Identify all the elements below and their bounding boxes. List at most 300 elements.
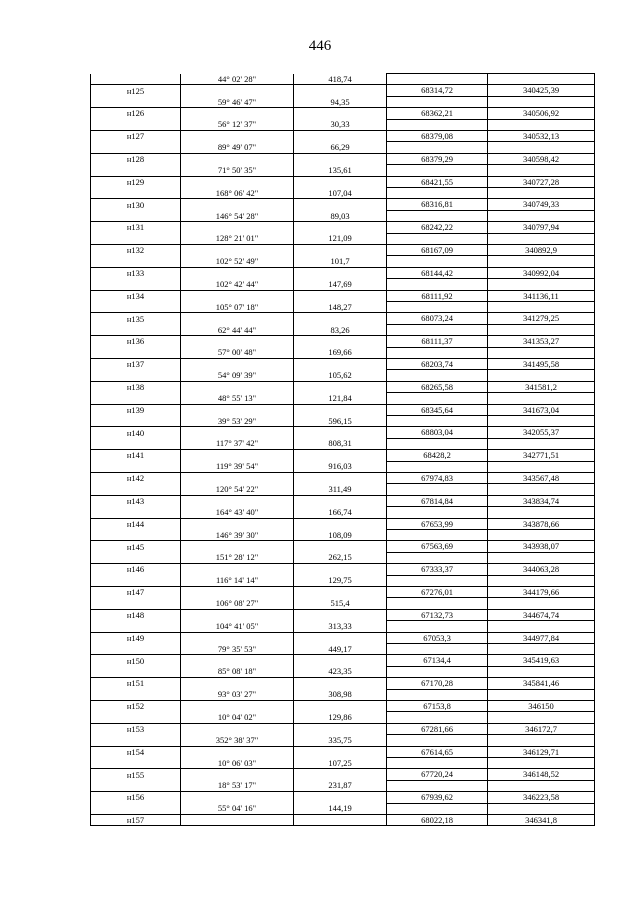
point-row — [91, 586, 595, 597]
distance-cell: 129,86 — [294, 712, 387, 723]
empty-cell — [181, 199, 294, 210]
distance-cell: 148,27 — [294, 301, 387, 312]
distance-cell: 418,74 — [294, 74, 387, 85]
point-id-cell: н156 — [91, 792, 181, 803]
empty-cell — [488, 279, 595, 290]
point-id-cell: н152 — [91, 700, 181, 711]
empty-cell — [488, 347, 595, 358]
empty-cell — [387, 74, 488, 85]
distance-cell: 121,09 — [294, 233, 387, 244]
point-row — [91, 222, 595, 233]
x-coordinate-cell: 67153,8 — [387, 700, 488, 711]
distance-cell: 83,26 — [294, 324, 387, 335]
x-coordinate-cell: 67614,65 — [387, 746, 488, 757]
y-coordinate-cell: 341673,04 — [488, 404, 595, 415]
empty-cell — [387, 621, 488, 632]
distance-cell: 423,35 — [294, 666, 387, 677]
empty-cell — [181, 450, 294, 461]
segment-row — [91, 165, 595, 176]
segment-row — [91, 507, 595, 518]
empty-cell — [181, 678, 294, 689]
y-coordinate-cell: 342771,51 — [488, 450, 595, 461]
empty-cell — [181, 130, 294, 141]
empty-cell — [387, 461, 488, 472]
empty-cell — [91, 461, 181, 472]
empty-cell — [488, 575, 595, 586]
segment-row — [91, 256, 595, 267]
empty-cell — [91, 393, 181, 404]
point-id-cell: н148 — [91, 609, 181, 620]
empty-cell — [91, 780, 181, 791]
empty-cell — [91, 324, 181, 335]
point-id-cell: н149 — [91, 632, 181, 643]
x-coordinate-cell: 67170,28 — [387, 678, 488, 689]
x-coordinate-cell: 67653,99 — [387, 518, 488, 529]
distance-cell: 231,87 — [294, 780, 387, 791]
direction-angle-cell: 102° 42' 44" — [181, 279, 294, 290]
segment-row — [91, 187, 595, 198]
empty-cell — [181, 769, 294, 780]
x-coordinate-cell: 67134,4 — [387, 655, 488, 666]
empty-cell — [387, 119, 488, 130]
empty-cell — [181, 700, 294, 711]
empty-cell — [91, 370, 181, 381]
empty-cell — [387, 187, 488, 198]
empty-cell — [91, 233, 181, 244]
empty-cell — [294, 518, 387, 529]
segment-row — [91, 666, 595, 677]
point-id-cell: н125 — [91, 85, 181, 96]
segment-row — [91, 74, 595, 85]
empty-cell — [181, 746, 294, 757]
empty-cell — [488, 324, 595, 335]
point-row — [91, 792, 595, 803]
y-coordinate-cell: 344674,74 — [488, 609, 595, 620]
empty-cell — [91, 598, 181, 609]
point-id-cell: н127 — [91, 130, 181, 141]
point-id-cell: н144 — [91, 518, 181, 529]
empty-cell — [181, 358, 294, 369]
empty-cell — [387, 370, 488, 381]
x-coordinate-cell: 68144,42 — [387, 267, 488, 278]
empty-cell — [91, 507, 181, 518]
point-row — [91, 313, 595, 324]
direction-angle-cell: 10° 06' 03" — [181, 757, 294, 768]
distance-cell: 129,75 — [294, 575, 387, 586]
empty-cell — [488, 484, 595, 495]
empty-cell — [91, 415, 181, 426]
empty-cell — [488, 803, 595, 814]
point-row — [91, 632, 595, 643]
segment-row — [91, 438, 595, 449]
empty-cell — [488, 735, 595, 746]
point-row — [91, 769, 595, 780]
direction-angle-cell: 57° 00' 48" — [181, 347, 294, 358]
empty-cell — [488, 552, 595, 563]
point-id-cell: н134 — [91, 290, 181, 301]
empty-cell — [488, 301, 595, 312]
empty-cell — [488, 119, 595, 130]
empty-cell — [91, 484, 181, 495]
point-id-cell: н133 — [91, 267, 181, 278]
distance-cell: 308,98 — [294, 689, 387, 700]
point-id-cell: н137 — [91, 358, 181, 369]
coordinates-table — [90, 73, 595, 826]
empty-cell — [181, 108, 294, 119]
empty-cell — [181, 153, 294, 164]
empty-cell — [91, 735, 181, 746]
y-coordinate-cell: 344179,66 — [488, 586, 595, 597]
empty-cell — [91, 210, 181, 221]
y-coordinate-cell: 340797,94 — [488, 222, 595, 233]
empty-cell — [488, 598, 595, 609]
empty-cell — [181, 586, 294, 597]
direction-angle-cell: 128° 21' 01" — [181, 233, 294, 244]
direction-angle-cell: 120° 54' 22" — [181, 484, 294, 495]
segment-row — [91, 621, 595, 632]
empty-cell — [181, 472, 294, 483]
y-coordinate-cell: 346129,71 — [488, 746, 595, 757]
segment-row — [91, 142, 595, 153]
x-coordinate-cell: 68242,22 — [387, 222, 488, 233]
empty-cell — [181, 518, 294, 529]
point-row — [91, 495, 595, 506]
point-row — [91, 130, 595, 141]
y-coordinate-cell: 340532,13 — [488, 130, 595, 141]
empty-cell — [387, 142, 488, 153]
empty-cell — [91, 96, 181, 107]
y-coordinate-cell: 341495,58 — [488, 358, 595, 369]
empty-cell — [387, 643, 488, 654]
segment-row — [91, 689, 595, 700]
distance-cell: 30,33 — [294, 119, 387, 130]
empty-cell — [294, 541, 387, 552]
empty-cell — [294, 586, 387, 597]
point-id-cell: н155 — [91, 769, 181, 780]
direction-angle-cell: 104° 41' 05" — [181, 621, 294, 632]
empty-cell — [488, 507, 595, 518]
empty-cell — [488, 666, 595, 677]
point-row — [91, 564, 595, 575]
point-row — [91, 609, 595, 620]
y-coordinate-cell: 340506,92 — [488, 108, 595, 119]
direction-angle-cell: 102° 52' 49" — [181, 256, 294, 267]
distance-cell: 169,66 — [294, 347, 387, 358]
direction-angle-cell: 18° 53' 17" — [181, 780, 294, 791]
empty-cell — [387, 712, 488, 723]
segment-row — [91, 757, 595, 768]
empty-cell — [488, 233, 595, 244]
point-row — [91, 655, 595, 666]
direction-angle-cell: 105° 07' 18" — [181, 301, 294, 312]
empty-cell — [181, 632, 294, 643]
point-id-cell: н143 — [91, 495, 181, 506]
empty-cell — [387, 575, 488, 586]
segment-row — [91, 347, 595, 358]
empty-cell — [91, 621, 181, 632]
empty-cell — [488, 256, 595, 267]
distance-cell: 94,35 — [294, 96, 387, 107]
direction-angle-cell: 71° 50' 35" — [181, 165, 294, 176]
y-coordinate-cell: 341353,27 — [488, 336, 595, 347]
empty-cell — [91, 689, 181, 700]
point-id-cell: н147 — [91, 586, 181, 597]
empty-cell — [294, 792, 387, 803]
empty-cell — [181, 655, 294, 666]
empty-cell — [387, 165, 488, 176]
empty-cell — [488, 461, 595, 472]
distance-cell: 335,75 — [294, 735, 387, 746]
point-id-cell: н138 — [91, 381, 181, 392]
direction-angle-cell: 56° 12' 37" — [181, 119, 294, 130]
empty-cell — [387, 256, 488, 267]
direction-angle-cell: 146° 54' 28" — [181, 210, 294, 221]
point-row — [91, 244, 595, 255]
empty-cell — [294, 130, 387, 141]
point-row — [91, 814, 595, 825]
y-coordinate-cell: 340992,04 — [488, 267, 595, 278]
segment-row — [91, 393, 595, 404]
distance-cell: 596,15 — [294, 415, 387, 426]
empty-cell — [181, 290, 294, 301]
point-row — [91, 199, 595, 210]
direction-angle-cell: 117° 37' 42" — [181, 438, 294, 449]
segment-row — [91, 370, 595, 381]
y-coordinate-cell: 346341,8 — [488, 814, 595, 825]
empty-cell — [488, 643, 595, 654]
y-coordinate-cell: 340749,33 — [488, 199, 595, 210]
y-coordinate-cell: 345419,63 — [488, 655, 595, 666]
distance-cell: 449,17 — [294, 643, 387, 654]
distance-cell: 105,62 — [294, 370, 387, 381]
x-coordinate-cell: 68073,24 — [387, 313, 488, 324]
point-id-cell: н140 — [91, 427, 181, 438]
point-id-cell: н136 — [91, 336, 181, 347]
point-row — [91, 518, 595, 529]
empty-cell — [181, 427, 294, 438]
empty-cell — [294, 632, 387, 643]
point-id-cell: н129 — [91, 176, 181, 187]
distance-cell: 144,19 — [294, 803, 387, 814]
empty-cell — [294, 222, 387, 233]
empty-cell — [181, 381, 294, 392]
empty-cell — [488, 529, 595, 540]
x-coordinate-cell: 68379,08 — [387, 130, 488, 141]
point-row — [91, 381, 595, 392]
empty-cell — [294, 609, 387, 620]
y-coordinate-cell: 346172,7 — [488, 723, 595, 734]
empty-cell — [488, 165, 595, 176]
empty-cell — [488, 438, 595, 449]
segment-row — [91, 415, 595, 426]
point-row — [91, 678, 595, 689]
segment-row — [91, 735, 595, 746]
direction-angle-cell: 93° 03' 27" — [181, 689, 294, 700]
x-coordinate-cell: 67563,69 — [387, 541, 488, 552]
empty-cell — [294, 723, 387, 734]
point-row — [91, 176, 595, 187]
empty-cell — [181, 176, 294, 187]
x-coordinate-cell: 68022,18 — [387, 814, 488, 825]
empty-cell — [181, 541, 294, 552]
point-row — [91, 267, 595, 278]
empty-cell — [181, 244, 294, 255]
segment-row — [91, 461, 595, 472]
empty-cell — [294, 267, 387, 278]
segment-row — [91, 484, 595, 495]
empty-cell — [91, 301, 181, 312]
x-coordinate-cell: 68111,37 — [387, 336, 488, 347]
empty-cell — [387, 233, 488, 244]
empty-cell — [181, 336, 294, 347]
y-coordinate-cell: 343567,48 — [488, 472, 595, 483]
empty-cell — [294, 655, 387, 666]
segment-row — [91, 552, 595, 563]
distance-cell: 313,33 — [294, 621, 387, 632]
point-row — [91, 153, 595, 164]
empty-cell — [181, 564, 294, 575]
empty-cell — [488, 757, 595, 768]
segment-row — [91, 643, 595, 654]
point-row — [91, 746, 595, 757]
empty-cell — [387, 301, 488, 312]
empty-cell — [387, 689, 488, 700]
empty-cell — [294, 678, 387, 689]
point-row — [91, 290, 595, 301]
direction-angle-cell: 48° 55' 13" — [181, 393, 294, 404]
direction-angle-cell: 89° 49' 07" — [181, 142, 294, 153]
y-coordinate-cell: 346148,52 — [488, 769, 595, 780]
coordinates-table-body — [91, 74, 595, 826]
segment-row — [91, 780, 595, 791]
empty-cell — [294, 358, 387, 369]
x-coordinate-cell: 67814,84 — [387, 495, 488, 506]
empty-cell — [91, 529, 181, 540]
empty-cell — [387, 552, 488, 563]
point-id-cell: н145 — [91, 541, 181, 552]
empty-cell — [387, 507, 488, 518]
point-id-cell: н146 — [91, 564, 181, 575]
direction-angle-cell: 168° 06' 42" — [181, 187, 294, 198]
x-coordinate-cell: 68265,58 — [387, 381, 488, 392]
direction-angle-cell: 54° 09' 39" — [181, 370, 294, 381]
segment-row — [91, 529, 595, 540]
empty-cell — [294, 746, 387, 757]
x-coordinate-cell: 67974,83 — [387, 472, 488, 483]
x-coordinate-cell: 67053,3 — [387, 632, 488, 643]
direction-angle-cell: 79° 35' 53" — [181, 643, 294, 654]
empty-cell — [294, 769, 387, 780]
point-row — [91, 85, 595, 96]
point-id-cell: н131 — [91, 222, 181, 233]
y-coordinate-cell: 340727,28 — [488, 176, 595, 187]
empty-cell — [91, 74, 181, 85]
empty-cell — [387, 210, 488, 221]
empty-cell — [488, 621, 595, 632]
y-coordinate-cell: 341581,2 — [488, 381, 595, 392]
point-row — [91, 450, 595, 461]
empty-cell — [91, 256, 181, 267]
distance-cell: 66,29 — [294, 142, 387, 153]
empty-cell — [294, 199, 387, 210]
empty-cell — [294, 700, 387, 711]
empty-cell — [181, 267, 294, 278]
empty-cell — [294, 404, 387, 415]
empty-cell — [294, 85, 387, 96]
distance-cell: 107,25 — [294, 757, 387, 768]
empty-cell — [91, 119, 181, 130]
point-row — [91, 541, 595, 552]
segment-row — [91, 301, 595, 312]
x-coordinate-cell: 68111,92 — [387, 290, 488, 301]
direction-angle-cell: 62° 44' 44" — [181, 324, 294, 335]
y-coordinate-cell: 341136,11 — [488, 290, 595, 301]
empty-cell — [294, 244, 387, 255]
direction-angle-cell: 39° 53' 29" — [181, 415, 294, 426]
point-id-cell: н141 — [91, 450, 181, 461]
direction-angle-cell: 164° 43' 40" — [181, 507, 294, 518]
point-id-cell: н151 — [91, 678, 181, 689]
empty-cell — [181, 85, 294, 96]
point-id-cell: н132 — [91, 244, 181, 255]
empty-cell — [488, 712, 595, 723]
segment-row — [91, 598, 595, 609]
y-coordinate-cell: 346223,58 — [488, 792, 595, 803]
y-coordinate-cell: 343834,74 — [488, 495, 595, 506]
direction-angle-cell: 44° 02' 28" — [181, 74, 294, 85]
x-coordinate-cell: 68203,74 — [387, 358, 488, 369]
empty-cell — [387, 598, 488, 609]
empty-cell — [91, 575, 181, 586]
empty-cell — [91, 347, 181, 358]
segment-row — [91, 96, 595, 107]
empty-cell — [387, 666, 488, 677]
x-coordinate-cell: 68379,29 — [387, 153, 488, 164]
empty-cell — [387, 780, 488, 791]
x-coordinate-cell: 68345,64 — [387, 404, 488, 415]
y-coordinate-cell: 342055,37 — [488, 427, 595, 438]
empty-cell — [387, 529, 488, 540]
distance-cell: 107,04 — [294, 187, 387, 198]
empty-cell — [294, 381, 387, 392]
point-id-cell: н150 — [91, 655, 181, 666]
x-coordinate-cell: 67333,37 — [387, 564, 488, 575]
x-coordinate-cell: 68362,21 — [387, 108, 488, 119]
distance-cell: 515,4 — [294, 598, 387, 609]
empty-cell — [181, 404, 294, 415]
empty-cell — [91, 803, 181, 814]
x-coordinate-cell: 68421,55 — [387, 176, 488, 187]
y-coordinate-cell: 343938,07 — [488, 541, 595, 552]
segment-row — [91, 575, 595, 586]
empty-cell — [488, 393, 595, 404]
empty-cell — [91, 438, 181, 449]
y-coordinate-cell: 344063,28 — [488, 564, 595, 575]
direction-angle-cell: 85° 08' 18" — [181, 666, 294, 677]
empty-cell — [181, 792, 294, 803]
segment-row — [91, 712, 595, 723]
x-coordinate-cell: 68316,81 — [387, 199, 488, 210]
point-row — [91, 700, 595, 711]
distance-cell: 135,61 — [294, 165, 387, 176]
empty-cell — [91, 643, 181, 654]
empty-cell — [181, 495, 294, 506]
empty-cell — [91, 279, 181, 290]
empty-cell — [387, 347, 488, 358]
empty-cell — [387, 803, 488, 814]
segment-row — [91, 233, 595, 244]
empty-cell — [181, 814, 294, 825]
